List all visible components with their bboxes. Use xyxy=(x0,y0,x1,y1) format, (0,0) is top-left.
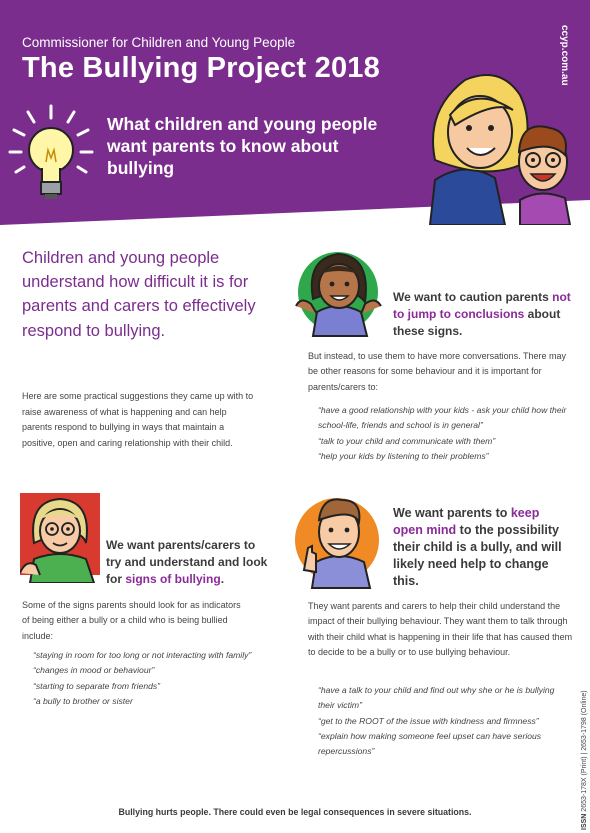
girl-with-glasses-illustration xyxy=(20,493,105,583)
signs-heading-highlight: signs of bullying xyxy=(125,572,221,586)
quote-item: “help your kids by listening to their problems” xyxy=(318,450,489,461)
open-mind-heading: We want parents to keep open mind to the possibility their child is a bully, and will likely need help to change this. xyxy=(393,506,562,588)
girl-thinking-illustration xyxy=(291,244,386,339)
footer-note: Bullying hurts people. There could even be legal consequences in severe situations. xyxy=(118,807,472,817)
open-mind-body: They want parents and carers to help their child understand the impact of their bullying behaviour. They want them to talk through with their child what is happening in their life that has caused them to decide to be a bully or to use bullying behaviour. xyxy=(308,601,573,657)
quote-item: “have a talk to your child and find out why she or he is bullying their victim” xyxy=(318,685,555,711)
quote-item: “changes in mood or behaviour” xyxy=(33,665,155,676)
signs-heading: We want parents/carers to try and understand and look for signs of bullying. xyxy=(106,538,268,586)
quote-item: “have a good relationship with your kids - ask your child how their school-life, friends and school is in general” xyxy=(318,405,567,431)
website-label[interactable]: ccyp.com.au xyxy=(559,25,570,86)
caution-quotes xyxy=(318,403,573,464)
quote-item: “get to the ROOT of the issue with kindness and firmness” xyxy=(318,715,539,726)
open-mind-heading-highlight: keep open mind xyxy=(393,506,540,537)
intro-lead: Children and young people understand how difficult it is for parents and carers to effectively respond to bullying. xyxy=(22,249,256,340)
open-mind-quotes xyxy=(318,683,558,759)
caution-body: But instead, to use them to have more conversations. There may be other reasons for some behaviour and it is important for parents/carers to: xyxy=(308,351,566,392)
caution-heading-highlight: not to jump to conclusions xyxy=(393,290,571,321)
signs-body: Some of the signs parents should look for as indicators of being either a bully or a child who is being bullied include: xyxy=(22,600,241,641)
page-title: The Bullying Project 2018 xyxy=(22,52,380,84)
issn-label: ISSN 2653-178X (Print) | 2653-1798 (Online) xyxy=(581,690,588,830)
organisation-name: Commissioner for Children and Young People xyxy=(22,35,296,50)
page-subtitle: What children and young people want parents to know about bullying xyxy=(107,114,378,178)
quote-item: “talk to your child and communicate with them” xyxy=(318,435,496,446)
signs-quotes xyxy=(33,648,253,709)
mother-and-son-illustration xyxy=(425,70,575,225)
lightbulb-icon xyxy=(6,100,106,210)
caution-heading: We want to caution parents not to jump to conclusions about these signs. xyxy=(393,290,571,338)
boy-pointing-illustration xyxy=(292,490,387,590)
quote-item: “starting to separate from friends” xyxy=(33,680,161,691)
quote-item: “staying in room for too long or not interacting with family” xyxy=(33,650,252,660)
intro-body: Here are some practical suggestions they came up with to raise awareness of what is happening and can help parents respond to bullying in ways that maintain a positive, open and caring relationship with their child. xyxy=(22,391,254,448)
quote-item: “explain how making someone feel upset can have serious repercussions” xyxy=(318,730,542,757)
quote-item: “a bully to brother or sister xyxy=(33,695,133,706)
